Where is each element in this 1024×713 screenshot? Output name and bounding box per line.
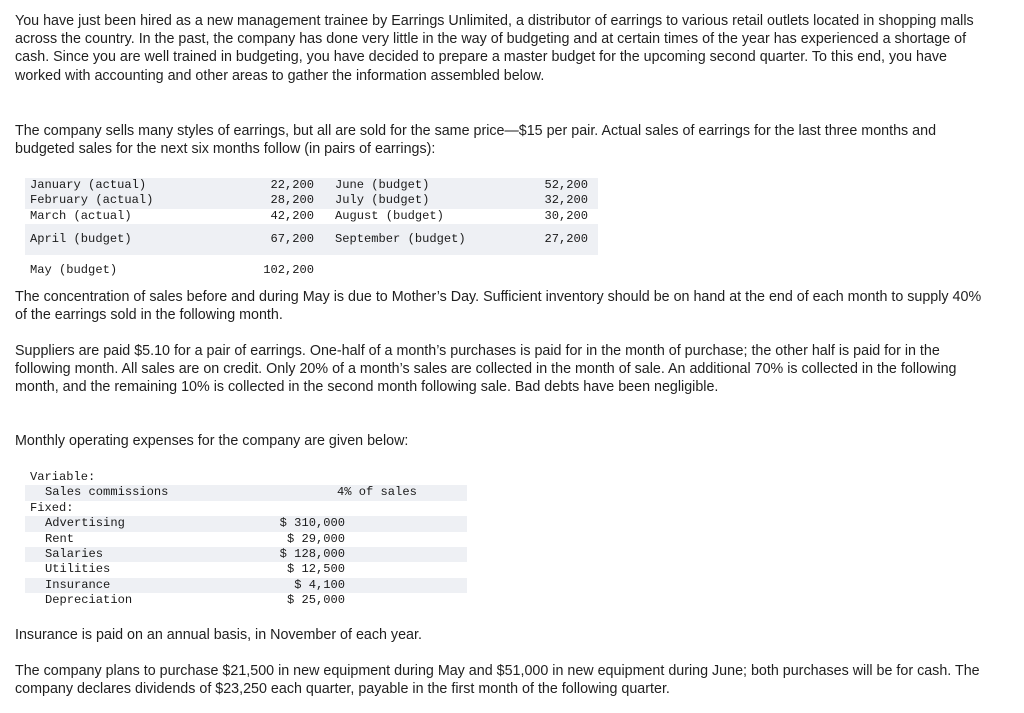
intro-paragraph: You have just been hired as a new management trainee by Earrings Unlimited, a distributor of earrings to various retail outlets located in shopping malls across the country. In the past, the company has done very little in the way of budgeting and at certain times of the year has experienced a shortage of cash. Since you are well trained in budgeting, you have decided to prepare a master budget for the upcoming second quarter. To this end, you have worked with accounting and other areas to gather the information assembled below. xyxy=(15,13,974,84)
expense-label: Utilities xyxy=(45,562,111,577)
sales-intro-paragraph: The company sells many styles of earrings, but all are sold for the same price—$15 per pair. Actual sales of earrings for the last three months and budgeted sales for the next six months follow (in pairs of earrings): xyxy=(15,123,937,158)
expense-label: Rent xyxy=(45,531,75,546)
table-row xyxy=(25,501,467,516)
sales-table xyxy=(25,178,598,286)
month-label: March (actual) xyxy=(30,208,132,223)
table-row xyxy=(25,193,598,208)
operating-intro-paragraph: Monthly operating expenses for the company are given below: xyxy=(15,433,409,449)
insurance-paragraph: Insurance is paid on an annual basis, in November of each year. xyxy=(15,627,422,643)
expense-value: $ 12,500 xyxy=(286,562,345,577)
month-label: June (budget) xyxy=(316,178,505,193)
expense-label: Depreciation xyxy=(45,593,133,608)
month-value: 67,200 xyxy=(248,224,316,255)
expense-value: $ 29,000 xyxy=(286,531,345,546)
table-row xyxy=(25,516,467,531)
table-row xyxy=(25,532,467,547)
table-row xyxy=(25,178,598,193)
expense-label: Salaries xyxy=(45,546,104,561)
month-label: January (actual) xyxy=(25,178,248,193)
equipment-paragraph: The company plans to purchase $21,500 in new equipment during May and $51,000 in new equipment during June; both purchases will be for cash. The company declares dividends of $23,250 each quarter, payable in the first month of the following quarter. xyxy=(15,663,980,698)
suppliers-paragraph: Suppliers are paid $5.10 for a pair of earrings. One-half of a month’s purchases is paid for in the month of purchase; the other half is paid for in the following month. All sales are on credit. Only 20% of a month’s sales are collected in the month of sale. An additional 70% is collected in the following month, and the remaining 10% is collected in the second month following sale. Bad debts have been negligible. xyxy=(15,343,957,396)
concentration-paragraph: The concentration of sales before and during May is due to Mother’s Day. Sufficient inventory should be on hand at the end of each month to supply 40% of the earrings sold in the following month. xyxy=(15,289,982,324)
table-row xyxy=(25,578,467,593)
month-value: 27,200 xyxy=(505,224,598,255)
month-value: 30,200 xyxy=(544,208,588,223)
month-value: 102,200 xyxy=(263,263,314,278)
month-label: September (budget) xyxy=(316,224,505,255)
table-row xyxy=(25,562,467,577)
month-label: April (budget) xyxy=(25,224,248,255)
expense-value: $ 25,000 xyxy=(286,593,345,608)
month-value: 32,200 xyxy=(505,193,598,208)
month-value: 22,200 xyxy=(248,178,316,193)
fixed-header: Fixed: xyxy=(30,500,74,515)
month-value: 52,200 xyxy=(505,178,598,193)
table-row xyxy=(25,224,598,255)
expense-value: $ 310,000 xyxy=(279,516,345,531)
month-label: May (budget) xyxy=(30,263,118,278)
month-label xyxy=(316,255,505,286)
expense-label: Advertising xyxy=(45,516,125,531)
month-value xyxy=(505,255,598,286)
table-row xyxy=(25,470,467,485)
table-row xyxy=(25,255,598,286)
expense-label: Insurance xyxy=(45,577,111,592)
expense-value: 4% of sales xyxy=(337,485,417,500)
month-label: August (budget) xyxy=(335,208,444,223)
variable-header: Variable: xyxy=(30,470,96,484)
month-value: 42,200 xyxy=(270,208,314,223)
table-row xyxy=(25,547,467,562)
month-label: July (budget) xyxy=(316,193,505,208)
table-row xyxy=(25,209,598,224)
expense-value: $ 128,000 xyxy=(279,546,345,561)
table-row xyxy=(25,485,467,500)
table-row xyxy=(25,593,467,608)
expense-value: $ 4,100 xyxy=(294,577,345,592)
expense-label: Sales commissions xyxy=(45,485,169,500)
month-label: February (actual) xyxy=(25,193,248,208)
month-value: 28,200 xyxy=(248,193,316,208)
operating-expenses-table xyxy=(25,470,467,609)
